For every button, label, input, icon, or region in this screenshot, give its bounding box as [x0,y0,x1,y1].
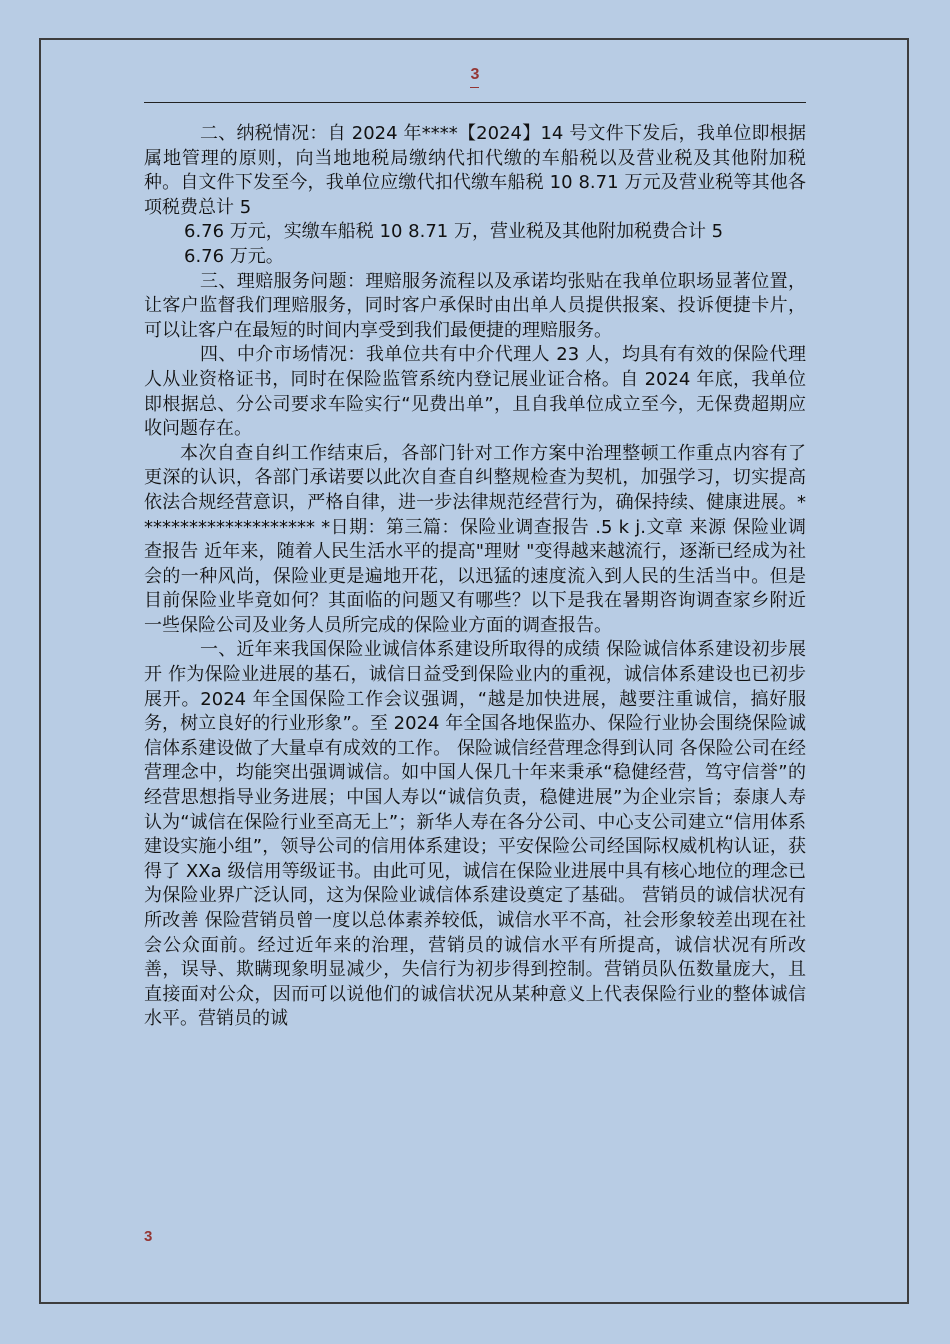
paragraph-tax-total: 6.76 万元。 [184,245,284,267]
paragraph-tax-situation: 二、纳税情况：自 2024 年****【2024】14 号文件下发后，我单位即根据属地管理的原则，向当地地税局缴纳代扣代缴的车船税以及营业税及其他附加税种。自文件下发至今，我单位应缴代扣代缴车船税 10 8.71 万元及营业税等其他各项税费总计 5 [144,123,806,218]
header-page-number: 3 [470,66,480,83]
paragraph-self-inspection: 本次自查自纠工作结束后，各部门针对工作方案中治理整顿工作重点内容有了更深的认识，各部门承诺要以此次自查自纠整规检查为契机，加强学习，切实提高依法合规经营意识，严格自律，进一步法律规范经营行为，确保持续、健康进展。******************** *日期：第三篇：保险业调查报告 .5 k j.文章 来源 保险业调查报告 近年来，随着人民生活水平的提高"理财 "变得越来越流行，逐渐已经成为社会的一种风尚，保险业更是遍地开花，以迅猛的速度流入到人民的生活当中。但是目前保险业毕竟如何？其面临的问题又有哪些？以下是我在暑期咨询调查家乡附近一些保险公司及业务人员所完成的保险业方面的调查报告。 [144,442,806,636]
header-number-underline [470,87,479,88]
paragraph-tax-paid: 6.76 万元，实缴车船税 10 8.71 万，营业税及其他附加税费合计 5 [184,221,724,243]
header-divider [144,102,806,103]
footer-page-number: 3 [144,1228,153,1245]
paragraph-claims-service: 三、理赔服务问题：理赔服务流程以及承诺均张贴在我单位职场显著位置，让客户监督我们理赔服务，同时客户承保时由出单人员提供报案、投诉便捷卡片，可以让客户在最短的时间内享受到我们最便捷的理赔服务。 [144,270,806,341]
paragraph-integrity-system: 一、近年来我国保险业诚信体系建设所取得的成绩 保险诚信体系建设初步展开 作为保险业进展的基石，诚信日益受到保险业内的重视，诚信体系建设也已初步展开。2024 年全国保险工作会议强调，“越是加快进展，越要注重诚信，搞好服务，树立良好的行业形象”。至 2024 年全国各地保监办、保险行业协会围绕保险诚信体系建设做了大量卓有成效的工作。 保险诚信经营理念得到认同 各保险公司在经营理念中，均能突出强调诚信。如中国人保几十年来秉承“稳健经营，笃守信誉”的经营思想指导业务进展；中国人寿以“诚信负责，稳健进展”为企业宗旨；泰康人寿认为“诚信在保险行业至高无上”；新华人寿在各分公司、中心支公司建立“信用体系建设实施小组”，领导公司的信用体系建设；平安保险公司经国际权威机构认证，获得了 XXa 级信用等级证书。由此可见，诚信在保险业进展中具有核心地位的理念已为保险业界广泛认同，这为保险业诚信体系建设奠定了基础。 营销员的诚信状况有所改善 保险营销员曾一度以总体素养较低，诚信水平不高，社会形象较差出现在社会公众面前。经过近年来的治理，营销员的诚信水平有所提高，诚信状况有所改善，误导、欺瞒现象明显减少，失信行为初步得到控制。营销员队伍数量庞大，且直接面对公众，因而可以说他们的诚信状况从某种意义上代表保险行业的整体诚信水平。营销员的诚 [144,639,806,1030]
paragraph-intermediary-market: 四、中介市场情况：我单位共有中介代理人 23 人，均具有有效的保险代理人从业资格证书，同时在保险监管系统内登记展业证合格。自 2024 年底，我单位即根据总、分公司要求车险实行“见费出单”，且自我单位成立至今，无保费超期应收问题存在。 [144,344,806,440]
document-body [144,122,806,1032]
